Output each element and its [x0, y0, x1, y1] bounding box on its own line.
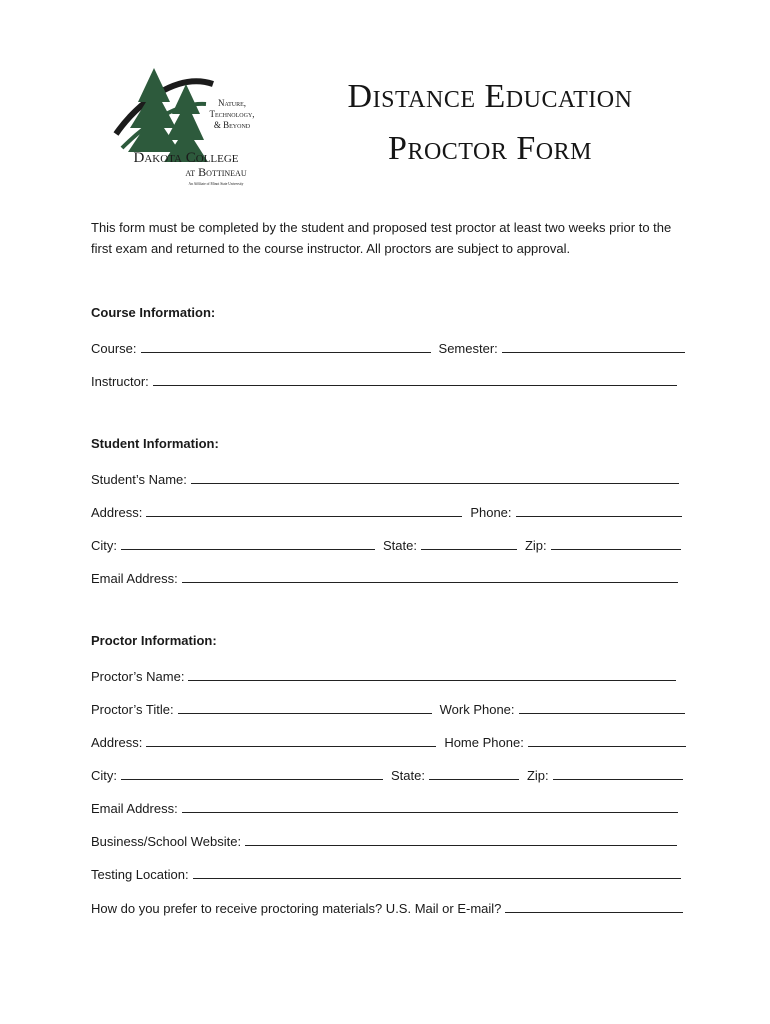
logo-college-name: Dakota College [133, 150, 239, 166]
proctor-zip-label: Zip: [526, 768, 549, 783]
proctor-city-row [91, 763, 683, 783]
logo-tagline-3: & Beyond [213, 120, 251, 130]
semester-label: Semester: [438, 341, 498, 356]
student-name-label: Student’s Name: [91, 472, 187, 487]
proctor-email-field[interactable] [182, 798, 678, 813]
proctor-email-label: Email Address: [91, 801, 178, 816]
student-address-label: Address: [91, 505, 143, 520]
website-label: Business/School Website: [91, 834, 242, 849]
student-name-row [91, 467, 679, 487]
testing-location-field[interactable] [193, 864, 681, 879]
instructor-row [91, 369, 677, 389]
proctor-city-label: City: [91, 768, 117, 783]
proctor-state-label: State: [391, 768, 425, 783]
materials-question: How do you prefer to receive proctoring materials? U.S. Mail or E-mail? [91, 901, 502, 916]
pine-trees-logo-icon [108, 62, 268, 190]
materials-preference-field[interactable] [505, 898, 683, 913]
student-phone-field[interactable] [516, 502, 682, 517]
proctor-state-field[interactable] [429, 765, 519, 780]
student-city-label: City: [91, 538, 117, 553]
student-email-label: Email Address: [91, 571, 178, 586]
work-phone-label: Work Phone: [439, 702, 515, 717]
student-state-label: State: [383, 538, 417, 553]
course-info-heading: Course Information: [91, 305, 216, 320]
home-phone-field[interactable] [528, 732, 686, 747]
student-email-row [91, 566, 678, 586]
student-city-field[interactable] [121, 535, 375, 550]
student-address-field[interactable] [146, 502, 462, 517]
home-phone-label: Home Phone: [444, 735, 524, 750]
website-field[interactable] [245, 831, 677, 846]
proctor-city-field[interactable] [121, 765, 383, 780]
course-field[interactable] [141, 338, 431, 353]
student-zip-label: Zip: [524, 538, 547, 553]
proctor-title-field[interactable] [178, 699, 432, 714]
instructor-label: Instructor: [91, 374, 149, 389]
logo-affiliation: An Affiliate of Minot State University [188, 182, 244, 186]
form-title-line1: Distance Education [347, 78, 633, 115]
instructor-field[interactable] [153, 371, 677, 386]
logo-college-sub: at Bottineau [185, 165, 247, 179]
proctor-name-label: Proctor’s Name: [91, 669, 185, 684]
materials-preference-row [91, 896, 683, 916]
proctor-title-row [91, 697, 685, 717]
website-row [91, 829, 677, 849]
proctor-address-label: Address: [91, 735, 143, 750]
semester-field[interactable] [502, 338, 685, 353]
student-address-row [91, 500, 682, 520]
proctor-title-label: Proctor’s Title: [91, 702, 174, 717]
college-logo [108, 62, 268, 190]
proctor-email-row [91, 796, 678, 816]
student-email-field[interactable] [182, 568, 678, 583]
logo-tagline-1: Nature, [217, 98, 247, 108]
student-info-heading: Student Information: [91, 436, 219, 451]
student-state-field[interactable] [421, 535, 517, 550]
testing-location-label: Testing Location: [91, 867, 189, 882]
proctor-address-field[interactable] [146, 732, 436, 747]
work-phone-field[interactable] [519, 699, 685, 714]
proctor-zip-field[interactable] [553, 765, 683, 780]
intro-paragraph: This form must be completed by the student and proposed test proctor at least two weeks prior to the first exam and returned to the course instructor. All proctors are subject to approval. [91, 220, 672, 256]
student-phone-label: Phone: [470, 505, 512, 520]
proctor-address-row [91, 730, 686, 750]
proctor-name-row [91, 664, 676, 684]
student-name-field[interactable] [191, 469, 679, 484]
form-title-line2: Proctor Form [388, 130, 592, 167]
student-city-row [91, 533, 681, 553]
student-zip-field[interactable] [551, 535, 681, 550]
proctor-name-field[interactable] [188, 666, 676, 681]
course-semester-row [91, 336, 685, 356]
testing-location-row [91, 862, 681, 882]
course-label: Course: [91, 341, 137, 356]
logo-tagline-2: Technology, [209, 109, 255, 119]
proctor-info-heading: Proctor Information: [91, 633, 217, 648]
